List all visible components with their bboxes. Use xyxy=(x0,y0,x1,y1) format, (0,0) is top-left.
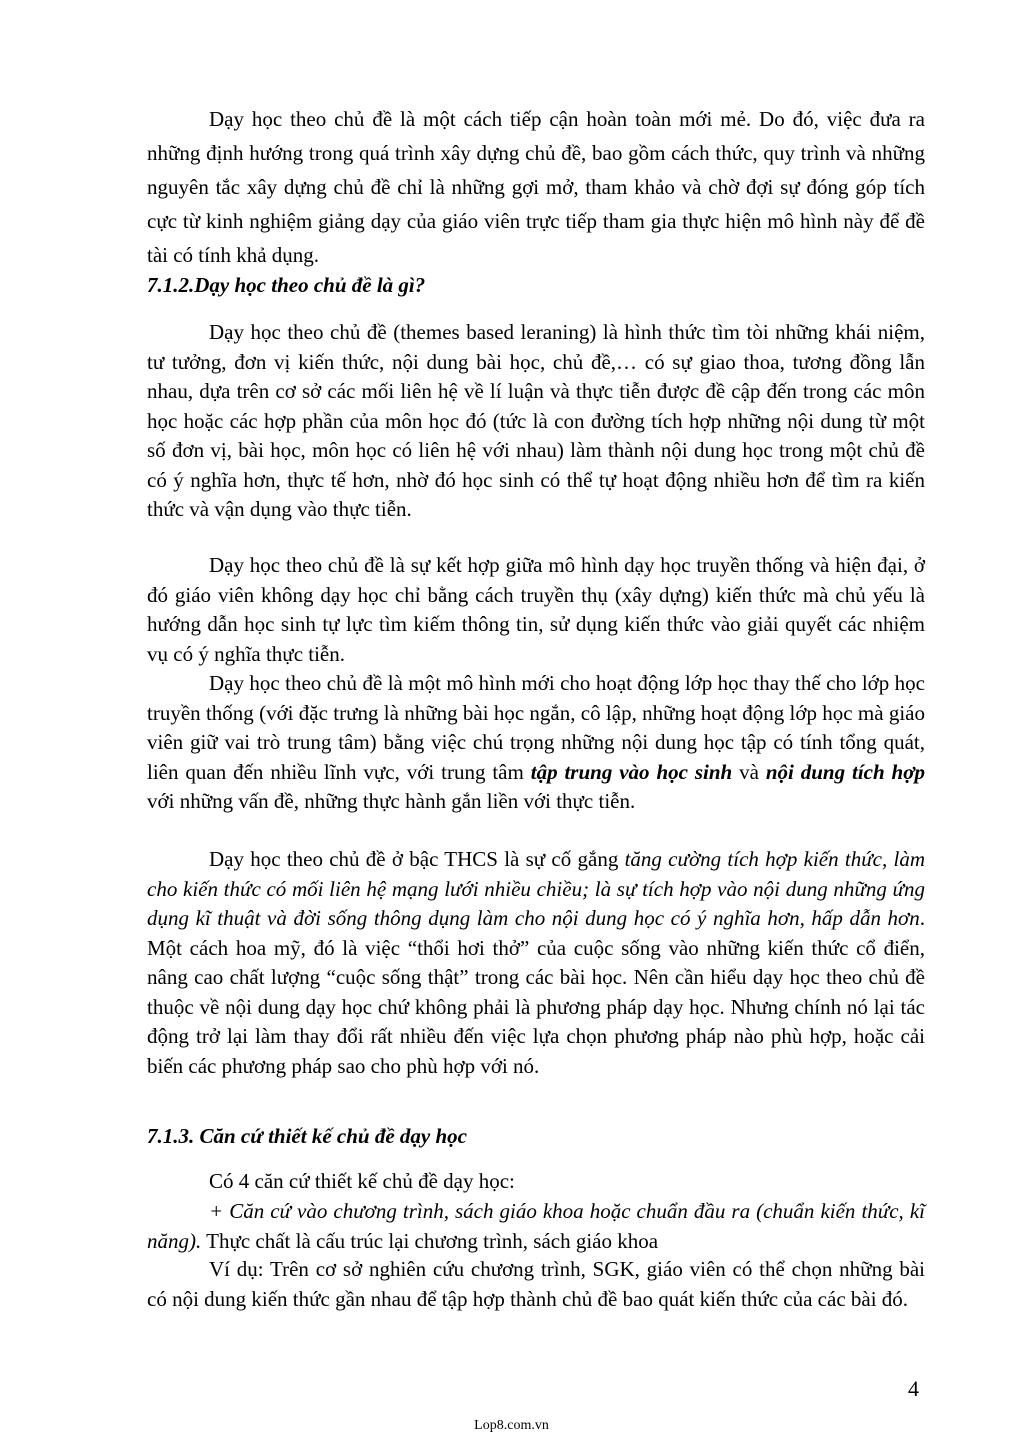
paragraph-combination: Dạy học theo chủ đề là sự kết hợp giữa mô hình dạy học truyền thống và hiện đại, ở đó giáo viên không dạy học chỉ bằng cách truyền thụ (xây dựng) kiến thức mà chủ yếu là hướng dẫn học sinh tự lực tìm kiếm thông tin, sử dụng kiến thức vào giải quyết các nhiệm vụ có ý nghĩa thực tiễn. xyxy=(147,553,925,666)
paragraph-four-bases: Có 4 căn cứ thiết kế chủ đề dạy học: xyxy=(209,1169,515,1193)
paragraph-new-model-text-e: với những vấn đề, những thực hành gắn liền với thực tiễn. xyxy=(147,789,636,813)
paragraph-thcs-text-a: Dạy học theo chủ đề ở bậc THCS là sự cố gắng xyxy=(209,847,625,871)
page-number: 4 xyxy=(908,1376,919,1401)
paragraph-definition: Dạy học theo chủ đề (themes based leraning) là hình thức tìm tòi những khái niệm, tư tưởng, đơn vị kiến thức, nội dung bài học, chủ đề,… có sự giao thoa, tương đồng lẫn nhau, dựa trên cơ sở các mối liên hệ về lí luận và thực tiễn được đề cập đến trong các môn học hoặc các hợp phần của môn học đó (tức là con đường tích hợp những nội dung từ một số đơn vị, bài học, môn học có liên hệ với nhau) làm thành nội dung học trong một chủ đề có ý nghĩa hơn, thực tế hơn, nhờ đó học sinh có thể tự hoạt động nhiều hơn để tìm ra kiến thức và vận dụng vào thực tiễn. xyxy=(147,320,925,521)
paragraph-new-model-text-a: Dạy học theo chủ đề là một mô hình mới cho hoạt động lớp học thay thế cho lớp học truyền thống (với đặc trưng là những bài học ngắn, cô lập, những hoạt động lớp học mà giáo viên giữ vai trò trung tâm) bằng việc chú trọng những nội dung học tập có tính tổng quát, liên quan đến nhiều lĩnh vực, với trung tâm xyxy=(147,671,925,784)
paragraph-basis-1 xyxy=(147,1196,925,1256)
heading-7-1-3: 7.1.3. Căn cứ thiết kế chủ đề dạy học xyxy=(147,1124,467,1148)
paragraph-example: Ví dụ: Trên cơ sở nghiên cứu chương trình, SGK, giáo viên có thể chọn những bài có nội dung kiến thức gần nhau để tập hợp thành chủ đề bao quát kiến thức của các bài đó. xyxy=(147,1257,925,1311)
heading-7-1-2: 7.1.2.Dạy học theo chủ đề là gì? xyxy=(147,273,426,297)
emphasis-student-centered: tập trung vào học sinh xyxy=(530,759,733,784)
emphasis-basis-1: + Căn cứ vào chương trình, sách giáo khoa hoặc chuẩn đầu ra (chuẩn kiến thức, kĩ năng). xyxy=(147,1199,925,1253)
paragraph-new-model xyxy=(147,669,925,817)
footer-watermark: Lop8.com.vn xyxy=(474,1418,549,1433)
paragraph-thcs-text-c: . Một cách hoa mỹ, đó là việc “thổi hơi thở” của cuộc sống vào những kiến thức cổ điển, nâng cao chất lượng “cuộc sống thật” trong các bài học. Nên cần hiểu dạy học theo chủ đề thuộc về nội dung dạy học chứ không phải là phương pháp dạy học. Nhưng chính nó lại tác động trở lại làm thay đổi rất nhiều đến việc lựa chọn phương pháp nào phù hợp, hoặc cải biến các phương pháp sao cho phù hợp với nó. xyxy=(147,906,925,1078)
emphasis-integration: tăng cường tích hợp kiến thức, làm cho kiến thức có mối liên hệ mạng lưới nhiều chiều; là sự tích hợp vào nội dung những ứng dụng kĩ thuật và đời sống thông dụng làm cho nội dung học có ý nghĩa hơn, hấp dẫn hơn xyxy=(147,847,925,930)
paragraph-thcs xyxy=(147,845,925,1081)
emphasis-integrated-content: nội dung tích hợp xyxy=(765,759,926,784)
paragraph-new-model-text-c: và xyxy=(732,759,766,784)
paragraph-intro: Dạy học theo chủ đề là một cách tiếp cận hoàn toàn mới mẻ. Do đó, việc đưa ra những định hướng trong quá trình xây dựng chủ đề, bao gồm cách thức, quy trình và những nguyên tắc xây dựng chủ đề chỉ là những gợi mở, tham khảo và chờ đợi sự đóng góp tích cực từ kinh nghiệm giảng dạy của giáo viên trực tiếp tham gia thực hiện mô hình này để đề tài có tính khả dụng. xyxy=(147,107,925,267)
paragraph-basis-1-text: Thực chất là cấu trúc lại chương trình, sách giáo khoa xyxy=(201,1229,659,1253)
